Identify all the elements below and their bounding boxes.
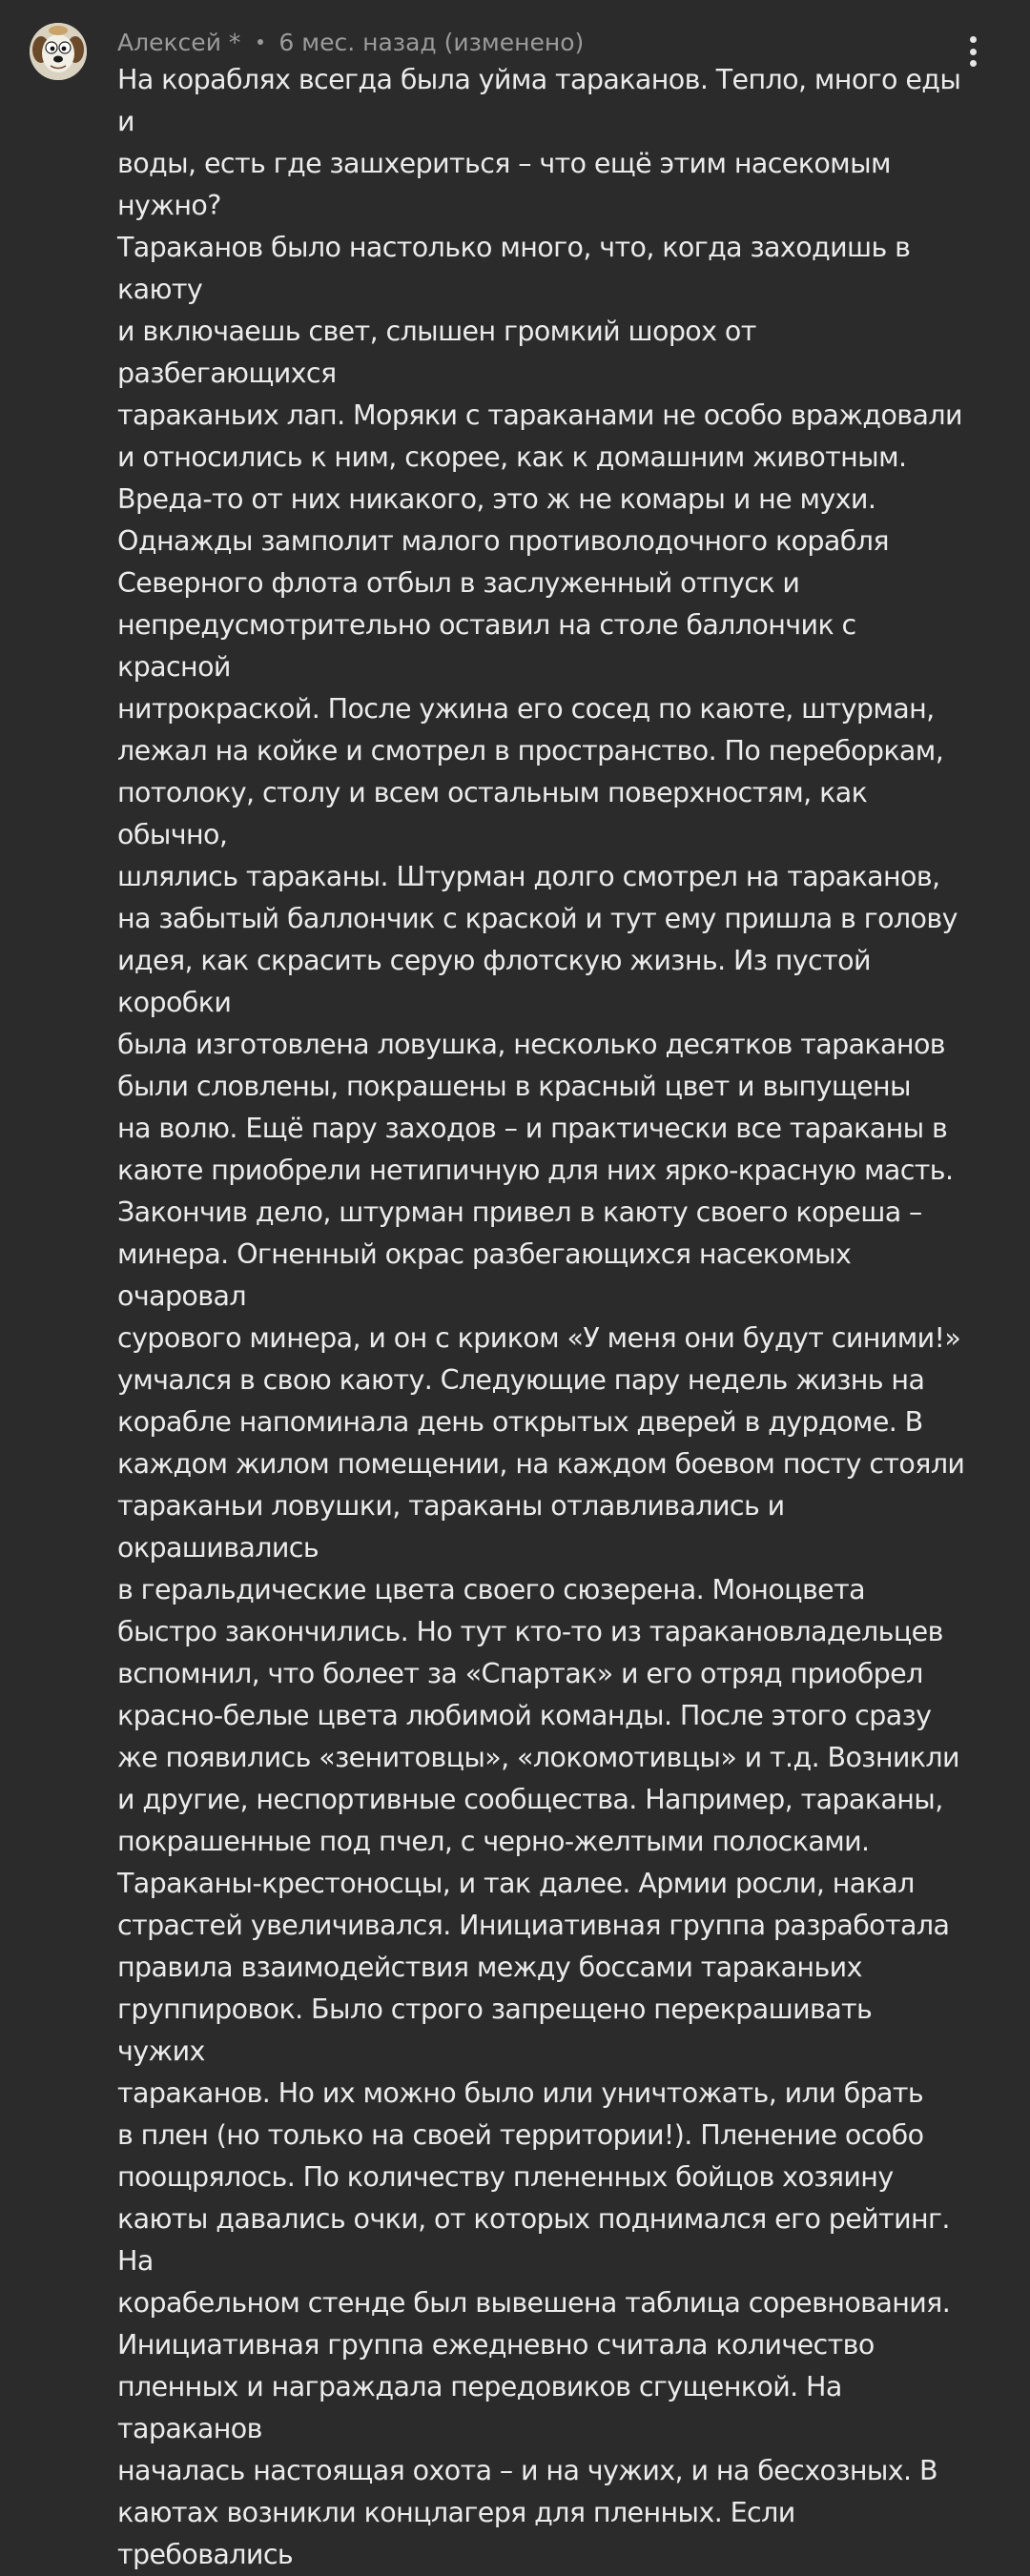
more-vertical-icon-dot bbox=[970, 60, 977, 67]
dog-cartoon-avatar-icon bbox=[30, 23, 87, 80]
author-name[interactable]: Алексей * bbox=[117, 28, 241, 56]
separator-dot bbox=[258, 39, 263, 45]
comment-time: 6 мес. назад (изменено) bbox=[278, 28, 585, 56]
avatar[interactable] bbox=[30, 23, 87, 80]
more-vertical-icon-dot bbox=[970, 49, 977, 55]
more-vertical-icon bbox=[970, 36, 977, 43]
comment-body: На кораблях всегда была уйма тараканов. Тепло, много еды и воды, есть где зашхериться – что ещё этим насекомым нужно? Тараканов было настолько много, что, когда заходишь в каюту и включаешь свет, слышен громкий шорох от разбегающихся тараканьих лап. Моряки с тараканами не особо враждовали и относились к ним, скорее, как к домашним животным. Вреда-то от них никакого, это ж не комары и не мухи. Однажды замполит малого противолодочного корабля Северного флота отбыл в заслуженный отпуск и непредусмотрительно оставил на столе баллончик с красной нитрокраской. После ужина его сосед по каюте, штурман, лежал на койке и смотрел в пространство. По переборкам, потолоку, столу и всем остальным поверхностям, как обычно, шлялись тараканы. Штурман долго смотрел на тараканов, на забытый баллончик с краской и тут ему пришла в голову идея, как скрасить серую флотскую жизнь. Из пустой коробки была изготовлена ловушка, несколько десятков тараканов были словлены, покрашены в красный цвет и выпущены на волю. Ещё пару заходов – и практически все тараканы в каюте приобрели нетипичную для них ярко-красную масть. Закончив дело, штурман привел в каюту своего кореша – минера. Огненный окрас разбегающихся насекомых очаровал сурового минера, и он с криком «У меня они будут синими!» умчался в свою каюту. Следующие пару недель жизнь на корабле напоминала день открытых дверей в дурдоме. В каждом жилом помещении, на каждом боевом посту стояли тараканьи ловушки, тараканы отлавливались и окрашивались в геральдические цвета своего сюзерена. Моноцвета быстро закончились. Но тут кто-то из таракановладельцев вспомнил, что болеет за «Спартак» и его отряд приобрел красно-белые цвета любимой команды. После этого сразу же появились «зенитовцы», «локомотивцы» и т.д. Возникли и другие, неспортивные сообщества. Например, тараканы, покрашенные под пчел, с черно-желтыми полосками. Тараканы-крестоносцы, и так далее. Армии росли, накал страстей увеличивался. Инициативная группа разработала правила взаимодействия между боссами тараканьих группировок. Было строго запрещено перекрашивать чужих тараканов. Но их можно было или уничтожать, или брать в плен (но только на своей территории!). Пленение особо поощрялось. По количеству плененных бойцов хозяину каюты давались очки, от которых поднимался его рейтинг. На корабельном стенде был вывешена таблица соревнования. Инициативная группа ежедневно считала количество пленных и награждала передовиков сгущенкой. На тараканов началась настоящая охота – и на чужих, и на бесхозных. В каютах возникли концлагеря для пленных. Если требовались bbox=[117, 64, 965, 2570]
comment-meta bbox=[117, 23, 584, 61]
